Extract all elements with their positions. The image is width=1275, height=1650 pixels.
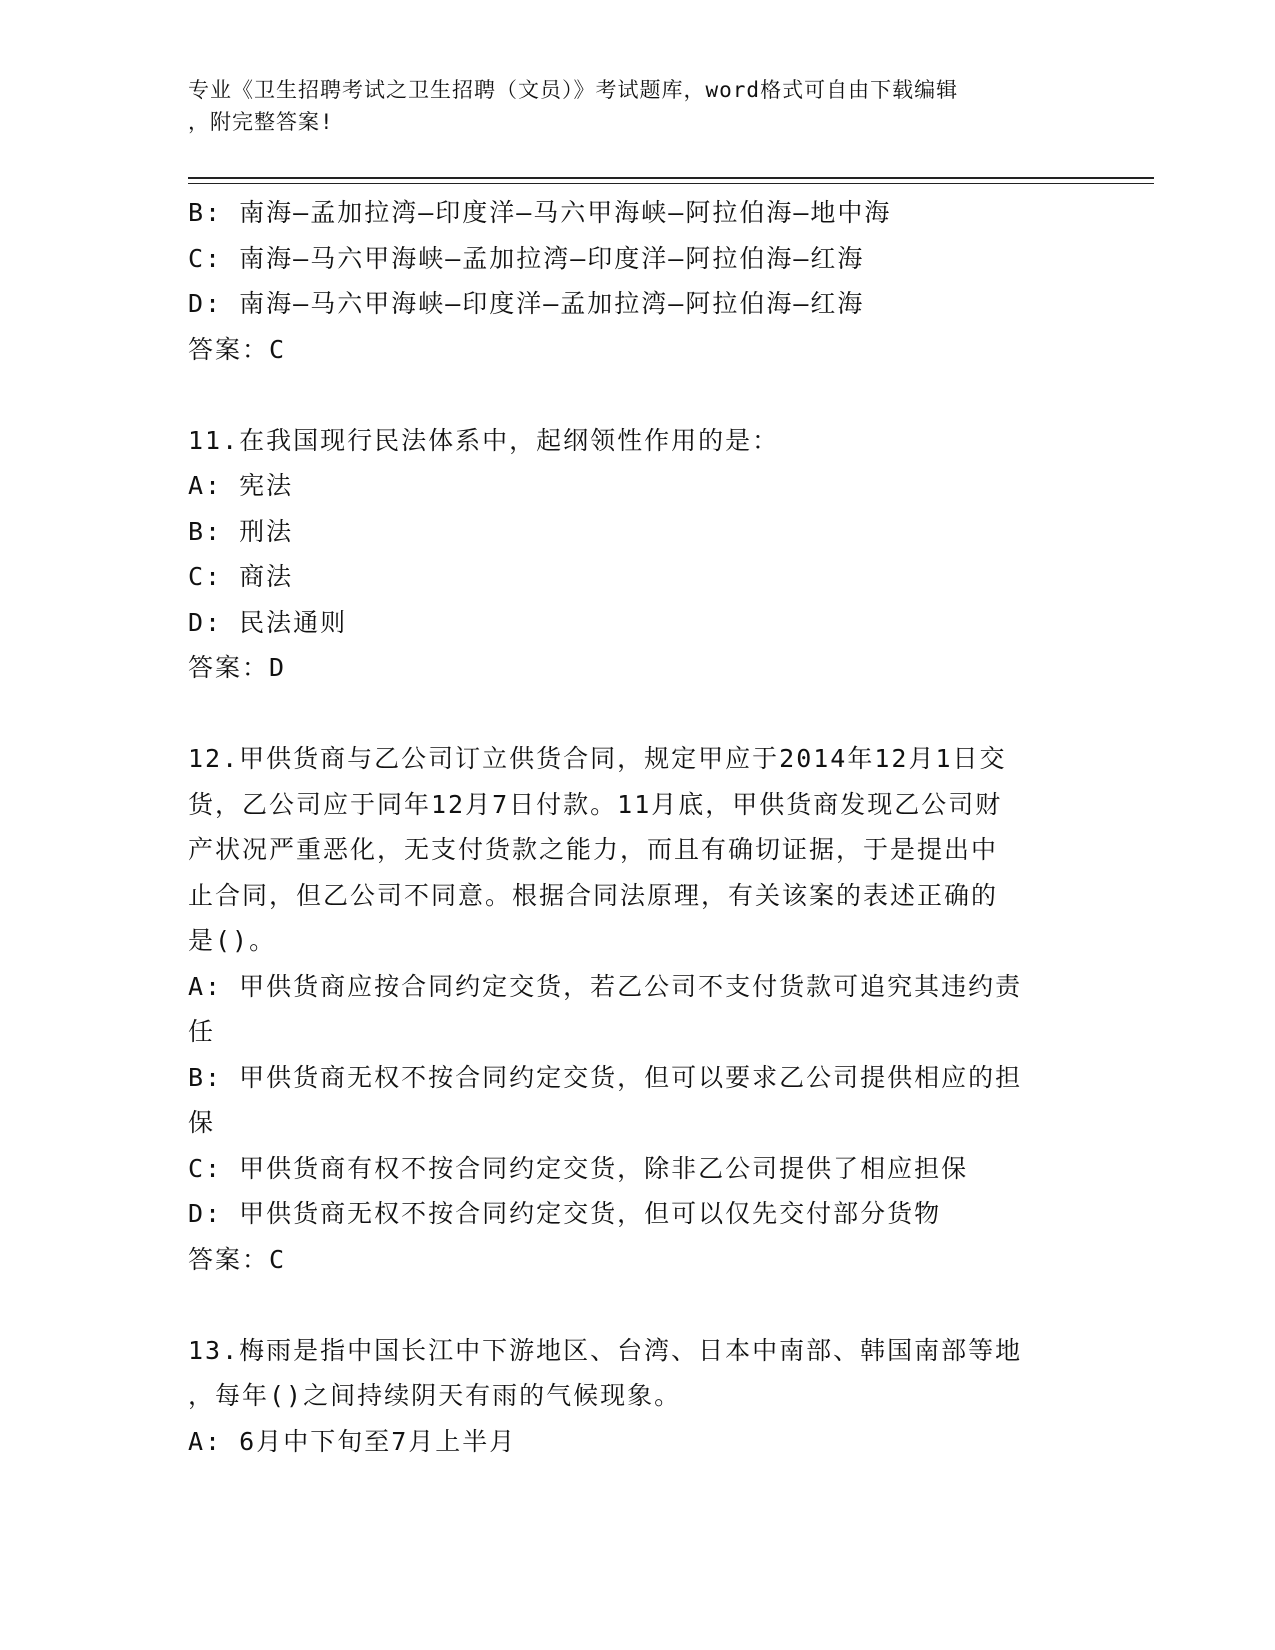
option-a: A: 宪法 bbox=[188, 471, 294, 500]
answer: 答案：C bbox=[188, 1244, 287, 1274]
question-text-line: ，每年()之间持续阴天有雨的气候现象。 bbox=[188, 1381, 682, 1410]
question-text-line: 货，乙公司应于同年12月7日付款。11月底，甲供货商发现乙公司财 bbox=[188, 789, 1003, 819]
document-body bbox=[188, 190, 1078, 1464]
question-12 bbox=[188, 736, 1078, 1282]
header-rule-thin bbox=[188, 183, 1154, 184]
option-c: C: 南海—马六甲海峡—孟加拉湾—印度洋—阿拉伯海—红海 bbox=[188, 243, 865, 273]
question-text-line: 是()。 bbox=[188, 926, 277, 955]
header-rule-thick bbox=[188, 177, 1154, 179]
question-11 bbox=[188, 418, 1078, 691]
question-text-line: 13.梅雨是指中国长江中下游地区、台湾、日本中南部、韩国南部等地 bbox=[188, 1335, 1023, 1365]
document-header bbox=[188, 74, 1068, 138]
answer: 答案：D bbox=[188, 653, 287, 682]
spacer bbox=[188, 372, 1078, 418]
question-text: 11.在我国现行民法体系中，起纲领性作用的是： bbox=[188, 425, 780, 455]
spacer bbox=[188, 1282, 1078, 1328]
option-b: B: 甲供货商无权不按合同约定交货，但可以要求乙公司提供相应的担 bbox=[188, 1062, 1023, 1092]
question-text-line: 产状况严重恶化，无支付货款之能力，而且有确切证据，于是提出中 bbox=[188, 835, 999, 864]
header-line-2: ，附完整答案! bbox=[188, 110, 334, 134]
option-a: A: 6月中下旬至7月上半月 bbox=[188, 1426, 517, 1456]
option-a: A: 甲供货商应按合同约定交货，若乙公司不支付货款可追究其违约责 bbox=[188, 971, 1023, 1001]
question-text-line: 12.甲供货商与乙公司订立供货合同，规定甲应于2014年12月1日交 bbox=[188, 744, 1007, 773]
option-b: B: 刑法 bbox=[188, 516, 294, 546]
question-13 bbox=[188, 1328, 1078, 1465]
question-10 bbox=[188, 190, 1078, 372]
option-d: D: 南海—马六甲海峡—印度洋—孟加拉湾—阿拉伯海—红海 bbox=[188, 289, 865, 318]
spacer bbox=[188, 691, 1078, 737]
option-a-wrap: 任 bbox=[188, 1017, 216, 1046]
header-line-1: 专业《卫生招聘考试之卫生招聘（文员）》考试题库，word格式可自由下载编辑 bbox=[188, 78, 959, 102]
option-b-wrap: 保 bbox=[188, 1108, 216, 1137]
option-d: D: 甲供货商无权不按合同约定交货，但可以仅先交付部分货物 bbox=[188, 1199, 942, 1228]
question-text-line: 止合同，但乙公司不同意。根据合同法原理，有关该案的表述正确的 bbox=[188, 880, 999, 910]
option-c: C: 商法 bbox=[188, 562, 294, 591]
option-d: D: 民法通则 bbox=[188, 607, 348, 637]
option-c: C: 甲供货商有权不按合同约定交货，除非乙公司提供了相应担保 bbox=[188, 1153, 969, 1183]
answer: 答案：C bbox=[188, 334, 287, 364]
option-b: B: 南海—孟加拉湾—印度洋—马六甲海峡—阿拉伯海—地中海 bbox=[188, 198, 892, 227]
